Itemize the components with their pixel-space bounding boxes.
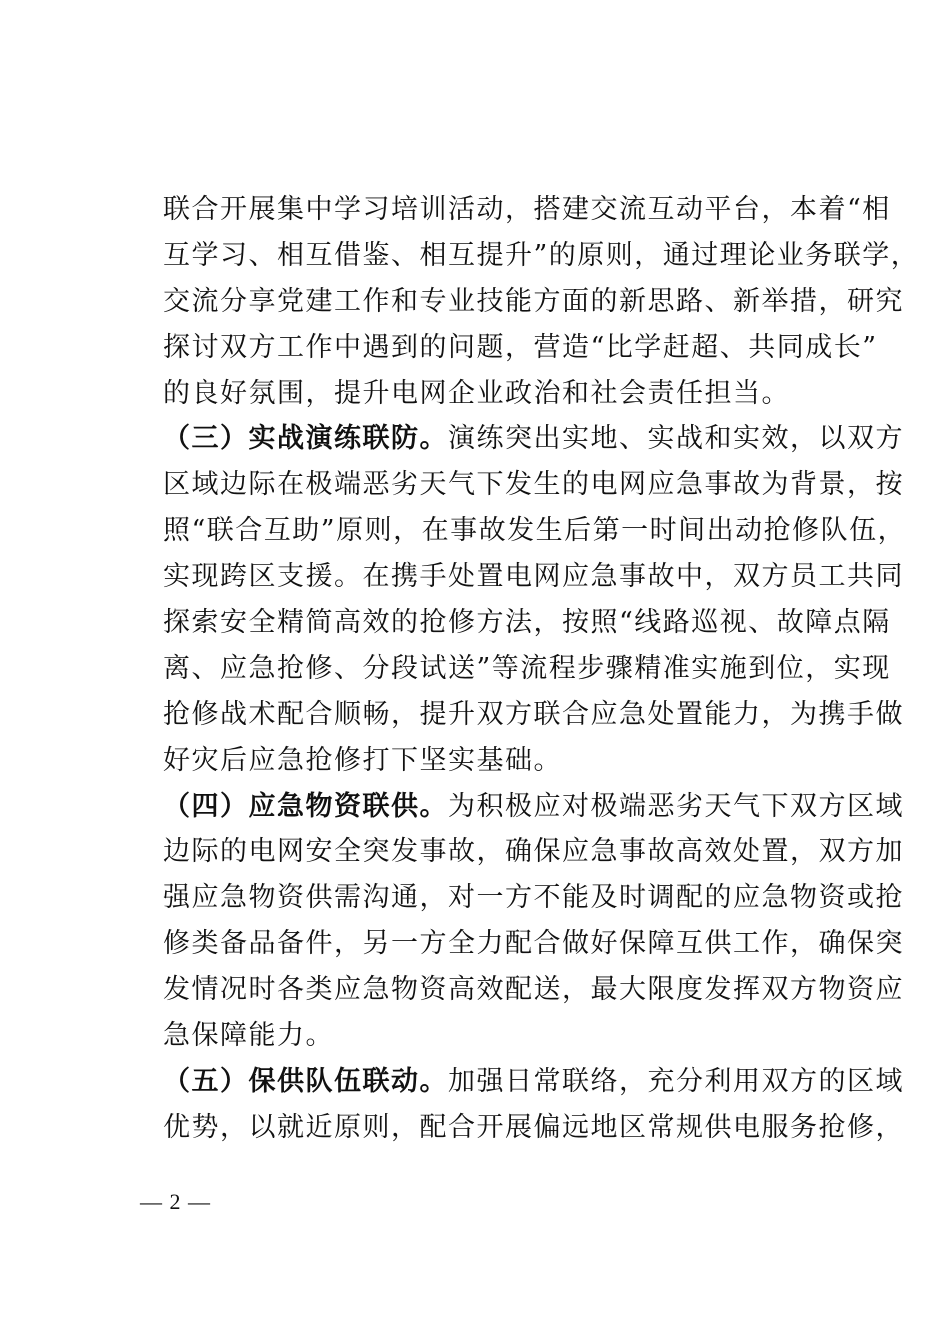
- line-text: 发情况时各类应急物资高效配送，最大限度发挥双方物资应: [163, 974, 904, 1006]
- line-text: 强应急物资供需沟通，对一方不能及时调配的应急物资或抢: [163, 882, 904, 914]
- text-line: [163, 371, 863, 417]
- line-text: 加强日常联络，充分利用双方的区域: [448, 1065, 904, 1097]
- text-line: [163, 508, 907, 554]
- line-text: 联合开展集中学习培训活动，搭建交流互动平台，本着“相: [163, 194, 891, 225]
- text-line: [163, 738, 863, 784]
- section-heading-line: [163, 784, 904, 830]
- text-line: [163, 875, 904, 921]
- section-heading-line: [163, 416, 904, 462]
- section-heading-4: （四）应急物资联供。: [163, 790, 448, 822]
- text-line: [163, 646, 891, 692]
- line-text: 离、应急抢修、分段试送”等流程步骤精准实施到位，实现: [163, 652, 891, 684]
- line-text: 探索安全精简高效的抢修方法，按照“线路巡视、故障点隔: [163, 607, 891, 639]
- line-text: 急保障能力。: [163, 1020, 334, 1052]
- text-line: [163, 462, 904, 508]
- text-line: [163, 1013, 863, 1059]
- line-text: 抢修战术配合顺畅，提升双方联合应急处置能力，为携手做: [163, 698, 904, 730]
- line-text: 探讨双方工作中遇到的问题，营造“比学赶超、共同成长”: [163, 331, 878, 363]
- text-line: [163, 325, 878, 371]
- line-text: 实现跨区支援。在携手处置电网应急事故中，双方员工共同: [163, 561, 904, 593]
- line-text: 区域边际在极端恶劣天气下发生的电网应急事故为背景，按: [163, 469, 904, 501]
- text-line: [163, 187, 891, 233]
- line-text: 修类备品备件，另一方全力配合做好保障互供工作，确保突: [163, 928, 904, 960]
- body-text: [163, 187, 920, 1151]
- section-heading-5: （五）保供队伍联动。: [163, 1065, 448, 1097]
- section-heading-3: （三）实战演练联防。: [163, 423, 448, 455]
- text-line: [163, 233, 920, 279]
- text-line: [163, 921, 904, 967]
- line-text: 优势，以就近原则，配合开展偏远地区常规供电服务抢修，: [163, 1111, 904, 1143]
- text-line: [163, 692, 904, 738]
- line-text: 边际的电网安全突发事故，确保应急事故高效处置，双方加: [163, 836, 904, 868]
- text-line: [163, 600, 891, 646]
- line-text: 互学习、相互借鉴、相互提升”的原则，通过理论业务联学，: [163, 239, 920, 271]
- page-number: — 2 —: [140, 1189, 211, 1214]
- text-line: [163, 1105, 904, 1151]
- line-text: 的良好氛围，提升电网企业政治和社会责任担当。: [163, 377, 790, 409]
- line-text: 演练突出实地、实战和实效，以双方: [448, 423, 904, 455]
- line-text: 交流分享党建工作和专业技能方面的新思路、新举措，研究: [163, 285, 904, 317]
- section-heading-line: [163, 1059, 904, 1105]
- text-line: [163, 279, 904, 325]
- line-text: 好灾后应急抢修打下坚实基础。: [163, 744, 562, 776]
- text-line: [163, 554, 904, 600]
- line-text: 为积极应对极端恶劣天气下双方区域: [448, 790, 904, 822]
- text-line: [163, 829, 904, 875]
- line-text: 照“联合互助”原则，在事故发生后第一时间出动抢修队伍，: [163, 515, 907, 547]
- text-line: [163, 967, 904, 1013]
